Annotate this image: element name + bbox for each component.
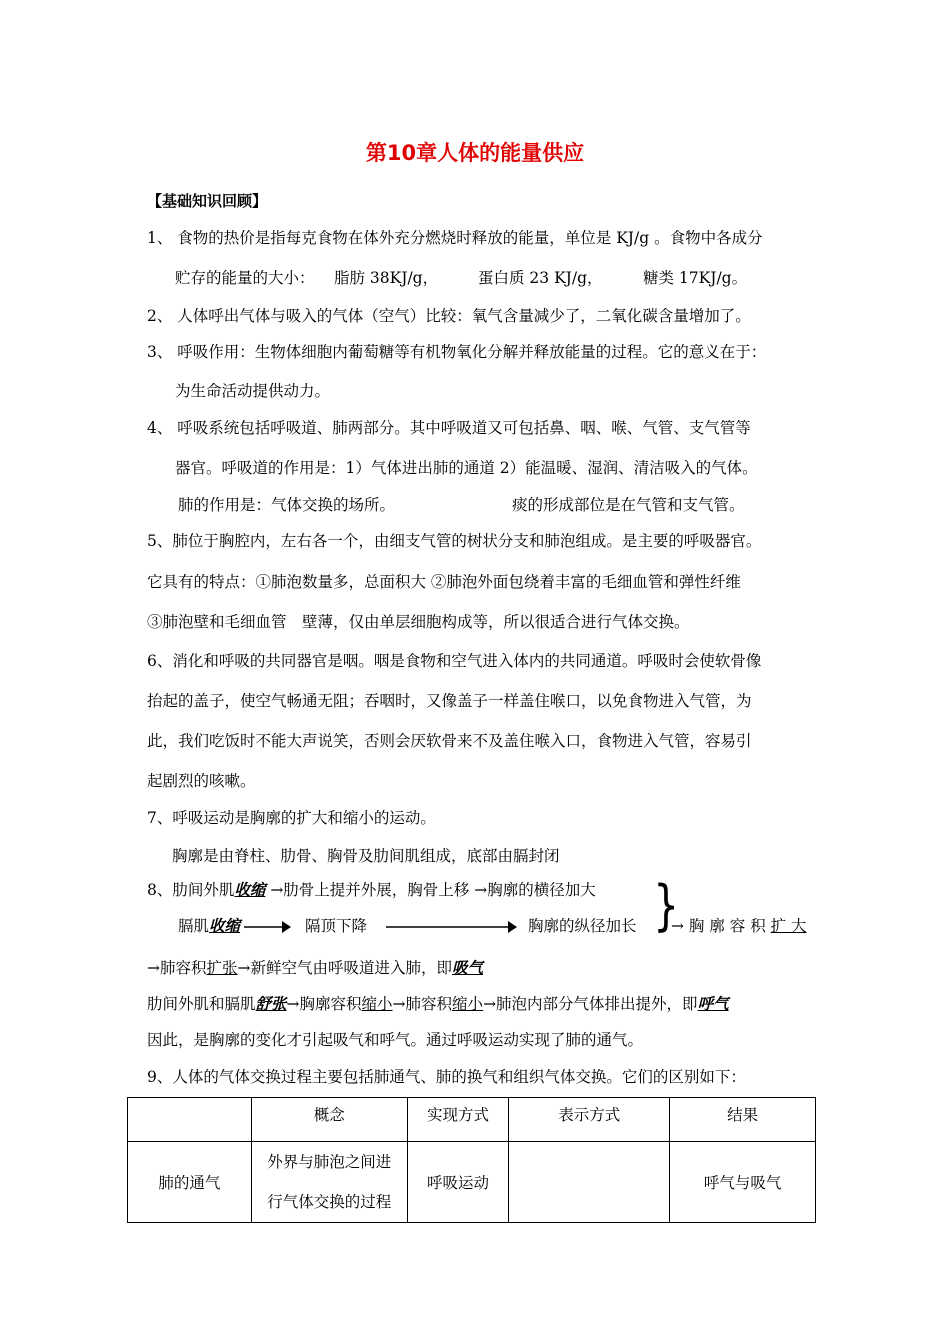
lung-expand-term: 扩张 [206, 959, 238, 977]
paragraph-3-line-1: 3、 呼吸作用：生物体细胞内葡萄糖等有机物氧化分解并释放能量的过程。它的意义在于： [147, 343, 767, 361]
paragraph-5-line-3: ③肺泡壁和毛细血管 壁薄，仅由单层细胞构成等，所以很适合进行气体交换。 [147, 613, 690, 631]
page-title: 第10章人体的能量供应 [365, 141, 585, 165]
diaphragm-label: 膈肌收缩 [178, 916, 241, 935]
paragraph-1-lead: 贮存的能量的大小： [175, 269, 315, 287]
paragraph-5-line-2: 它具有的特点：①肺泡数量多，总面积大 ②肺泡外面包绕着丰富的毛细血管和弹性纤维 [147, 573, 741, 591]
paragraph-6-line-1: 6、消化和呼吸的共同器官是咽。咽是食物和空气进入体内的共同通道。呼吸时会使软骨像 [147, 652, 762, 670]
paragraph-5-line-1: 5、肺位于胸腔内，左右各一个，由细支气管的树状分支和肺泡组成。是主要的呼吸器官。 [147, 532, 762, 550]
inhale-intercostal-line [147, 880, 596, 900]
paragraph-6-line-2: 抬起的盖子，使空气畅通无阻；吞咽时，又像盖子一样盖住喉口，以免食物进入气管，为 [147, 692, 752, 710]
contract-term-2: 收缩 [209, 916, 241, 935]
table-header-row [128, 1098, 816, 1142]
expand-term: 扩 大 [770, 917, 807, 935]
contract-term: 收缩 [234, 880, 266, 899]
paragraph-2: 2、 人体呼出气体与吸入的气体（空气）比较：氧气含量减少了，二氧化碳含量增加了。 [147, 307, 751, 325]
paragraph-1-line-1: 1、 食物的热价是指每克食物在体外充分燃烧时释放的能量，单位是 KJ/g 。食物中各成分 [147, 229, 763, 247]
paragraph-6-line-3: 此，我们吃饭时不能大声说笑，否则会厌软骨来不及盖住喉入口，食物进入气管，容易引 [147, 732, 752, 750]
table-row [128, 1142, 816, 1223]
section-heading: 【基础知识回顾】 [147, 192, 268, 210]
row-representation [509, 1142, 670, 1223]
fat-energy: 脂肪 38KJ/g， [334, 269, 439, 287]
paragraph-7-line-2: 胸廓是由脊柱、肋骨、胸骨及肋间肌组成，底部由膈封闭 [172, 847, 560, 865]
paragraph-9: 9、人体的气体交换过程主要包括肺通气、肺的换气和组织气体交换。它们的区别如下： [147, 1068, 746, 1086]
arrow-2 [386, 917, 520, 937]
sugar-energy: 糖类 17KJ/g。 [643, 269, 748, 287]
row-method: 呼吸运动 [407, 1142, 509, 1223]
paragraph-4-line-1: 4、 呼吸系统包括呼吸道、肺两部分。其中呼吸道又可包括鼻、咽、喉、气管、支气管等 [147, 419, 751, 437]
shrink-term-1: 缩小 [361, 995, 393, 1013]
inhale-term: 吸气 [452, 958, 484, 977]
lung-function: 肺的作用是：气体交换的场所。 [178, 496, 396, 514]
protein-energy: 蛋白质 23 KJ/g， [478, 269, 603, 287]
chest-volume-label: → 胸 廓 容 积 扩 大 [671, 917, 807, 935]
right-brace: } [653, 874, 680, 937]
exhale-line: 肋间外肌和膈肌舒张→胸廓容积缩小→肺容积缩小→肺泡内部分气体排出提外，即呼气 [147, 994, 729, 1013]
paragraph-3-line-2: 为生命活动提供动力。 [175, 382, 331, 400]
vertical-expand: 胸廓的纵径加长 [528, 917, 637, 935]
arrow-1 [244, 917, 292, 937]
header-cell: 实现方式 [407, 1098, 509, 1142]
intercostal-label: 8、肋间外肌 [147, 881, 235, 899]
phlegm-origin: 痰的形成部位是在气管和支气管。 [512, 496, 745, 514]
paragraph-8-summary: 因此，是胸廓的变化才引起吸气和呼气。通过呼吸运动实现了肺的通气。 [147, 1031, 644, 1049]
relax-term: 舒张 [255, 994, 287, 1013]
row-name: 肺的通气 [128, 1142, 252, 1223]
paragraph-7-line-1: 7、呼吸运动是胸廓的扩大和缩小的运动。 [147, 809, 436, 827]
header-cell [128, 1098, 252, 1142]
shrink-term-2: 缩小 [452, 995, 484, 1013]
row-concept: 外界与肺泡之间进 行气体交换的过程 [251, 1142, 407, 1223]
exhale-term: 呼气 [697, 994, 729, 1013]
paragraph-6-line-4: 起剧烈的咳嗽。 [147, 772, 256, 790]
rib-movement: →肋骨上提并外展，胸骨上移 →胸廓的横径加大 [265, 881, 596, 899]
row-result: 呼气与吸气 [670, 1142, 816, 1223]
header-cell: 结果 [670, 1098, 816, 1142]
header-cell: 表示方式 [509, 1098, 670, 1142]
inhale-result-line: →肺容积扩张→新鲜空气由呼吸道进入肺，即吸气 [147, 958, 484, 977]
diaphragm-descends: 隔顶下降 [305, 917, 368, 935]
gas-exchange-table [127, 1097, 816, 1223]
paragraph-4-line-2: 器官。呼吸道的作用是：1）气体进出肺的通道 2）能温暖、湿润、清洁吸入的气体。 [175, 459, 758, 477]
header-cell: 概念 [251, 1098, 407, 1142]
